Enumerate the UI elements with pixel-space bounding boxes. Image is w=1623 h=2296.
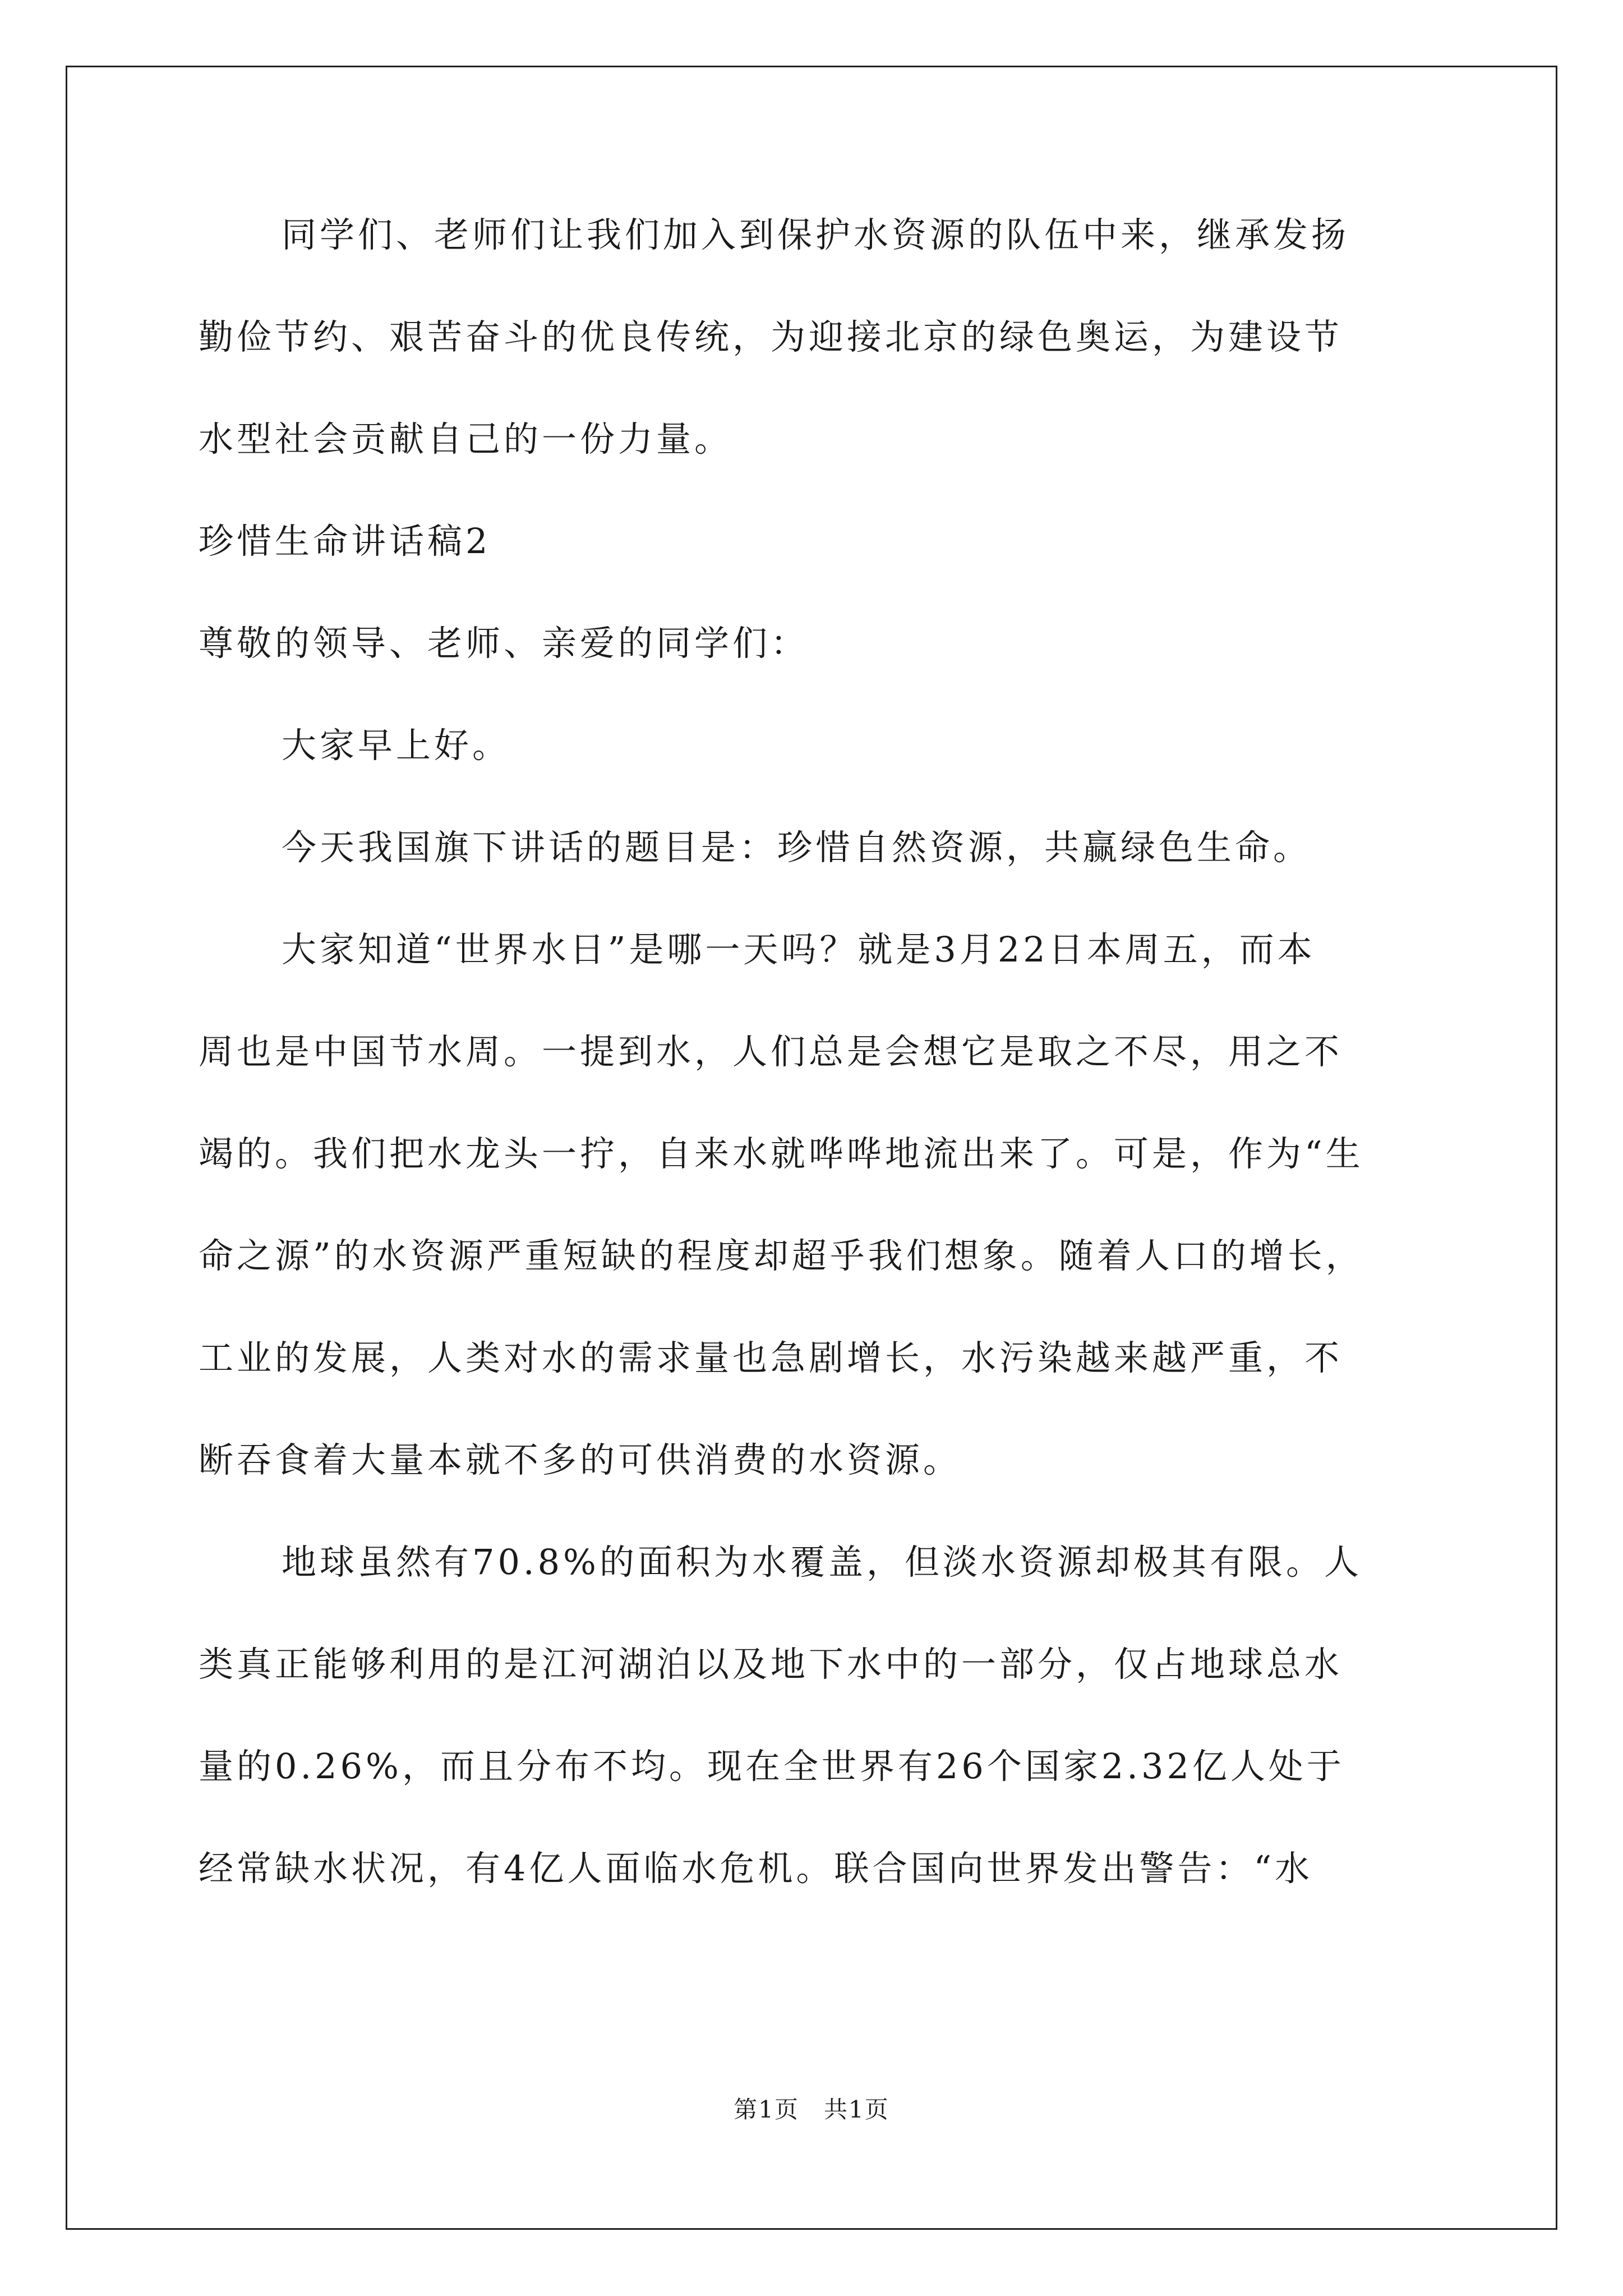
section-heading: 珍惜生命讲话稿2 <box>199 521 491 562</box>
text-line: 工业的发展，人类对水的需求量也急剧增长，水污染越来越严重，不 <box>199 1337 1343 1378</box>
text-line: 命之源”的水资源严重短缺的程度却超乎我们想象。随着人口的增长， <box>199 1235 1364 1276</box>
salutation: 尊敬的领导、老师、亲爱的同学们： <box>199 623 809 664</box>
text-line: 水型社会贡献自己的一份力量。 <box>199 418 733 459</box>
text-line: 大家知道“世界水日”是哪一天吗？就是3月22日本周五，而本 <box>282 929 1316 970</box>
text-line: 地球虽然有70.8%的面积为水覆盖，但淡水资源却极其有限。人 <box>282 1542 1362 1582</box>
text-line: 经常缺水状况，有4亿人面临水危机。联合国向世界发出警告：“水 <box>199 1848 1313 1889</box>
document-body <box>199 214 1424 1953</box>
text-line: 量的0.26%，而且分布不均。现在全世界有26个国家2.32亿人处于 <box>199 1746 1345 1787</box>
text-line: 勤俭节约、艰苦奋斗的优良传统，为迎接北京的绿色奥运，为建设节 <box>199 316 1343 357</box>
text-line: 竭的。我们把水龙头一拧，自来水就哗哗地流出来了。可是，作为“生 <box>199 1133 1364 1174</box>
text-line: 断吞食着大量本就不多的可供消费的水资源。 <box>199 1439 962 1480</box>
text-line: 周也是中国节水周。一提到水，人们总是会想它是取之不尽，用之不 <box>199 1031 1343 1072</box>
text-line: 今天我国旗下讲话的题目是：珍惜自然资源，共赢绿色生命。 <box>282 827 1312 868</box>
text-line: 同学们、老师们让我们加入到保护水资源的队伍中来，继承发扬 <box>282 214 1350 255</box>
page-footer: 第1页 共1页 <box>734 2096 889 2123</box>
text-line: 类真正能够利用的是江河湖泊以及地下水中的一部分，仅占地球总水 <box>199 1644 1343 1685</box>
text-line: 大家早上好。 <box>282 725 511 766</box>
